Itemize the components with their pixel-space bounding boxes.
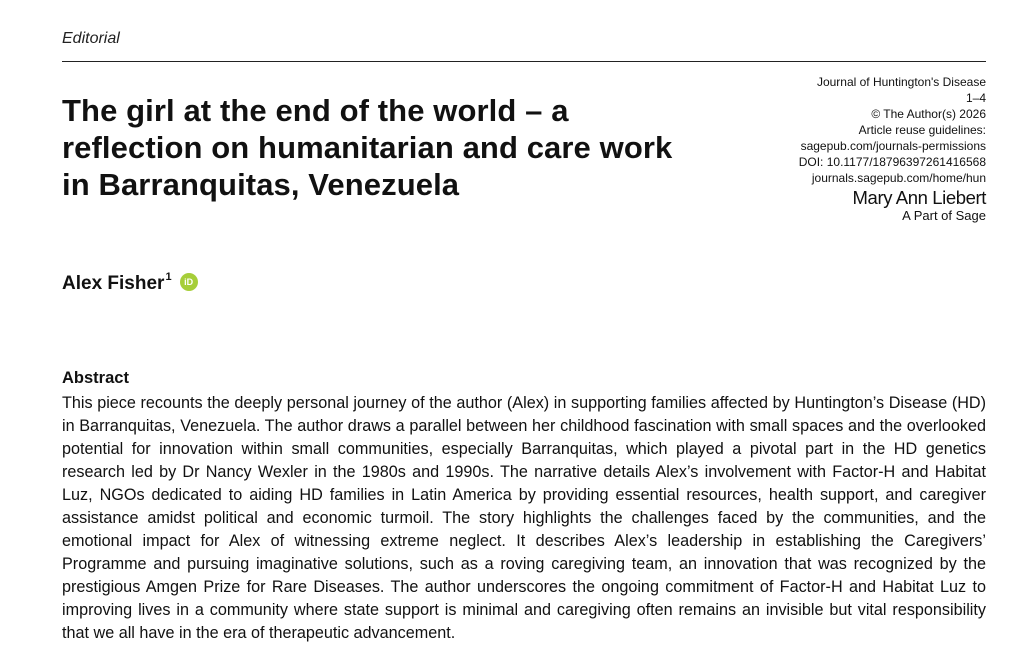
doi-link[interactable]: DOI: 10.1177/18796397261416568: [798, 155, 986, 169]
affiliation-marker: 1: [165, 271, 172, 283]
author-name: Alex Fisher: [62, 273, 165, 294]
page-range: 1–4: [965, 91, 986, 105]
abstract-heading: Abstract: [62, 369, 129, 387]
reuse-label: Article reuse guidelines:: [858, 123, 986, 137]
publisher-logo-text: Mary Ann Liebert: [852, 187, 986, 208]
permissions-link[interactable]: sagepub.com/journals-permissions: [800, 139, 986, 153]
orcid-icon[interactable]: iD: [180, 273, 198, 291]
journal-name: Journal of Huntington's Disease: [816, 75, 986, 89]
author-line: [62, 273, 198, 295]
journal-meta: [666, 74, 986, 186]
publisher-subtitle: A Part of Sage: [902, 208, 986, 223]
journal-homepage-link[interactable]: journals.sagepub.com/home/hun: [811, 171, 986, 185]
publisher-logo: [853, 188, 986, 223]
header-divider: [62, 61, 986, 62]
copyright: © The Author(s) 2026: [871, 107, 986, 121]
article-title: The girl at the end of the world – a reflection on humanitarian and care work in Barranquitas, Venezuela: [62, 93, 673, 202]
abstract-text: This piece recounts the deeply personal journey of the author (Alex) in supporting families affected by Huntington’s Disease (HD) in Barranquitas, Venezuela. The author draws a parallel between her childhood fascination with small spaces and the overlooked potential for innovation within small communities, especially Barranquitas, which played a pivotal part in the HD genetics research led by Dr Nancy Wexler in the 1980s and 1990s. The narrative details Alex’s involvement with Factor-H and Habitat Luz, NGOs dedicated to aiding HD families in Latin America by providing essential resources, health support, and caregiver assistance amidst political and economic turmoil. The story highlights the challenges faced by the communities, and the emotional impact for Alex of witnessing extreme neglect. It describes Alex’s leadership in establishing the Caregivers’ Programme and pursuing imaginative solutions, such as a roving caregiving team, an innovation that was recognized by the prestigious Amgen Prize for Rare Diseases. The author underscores the ongoing commitment of Factor-H and Habitat Luz to improving lives in a community where state support is minimal and caregiving often remains an invisible but vital responsibility that we all have in the era of therapeutic advancement.: [62, 394, 986, 642]
section-label: Editorial: [62, 30, 120, 47]
